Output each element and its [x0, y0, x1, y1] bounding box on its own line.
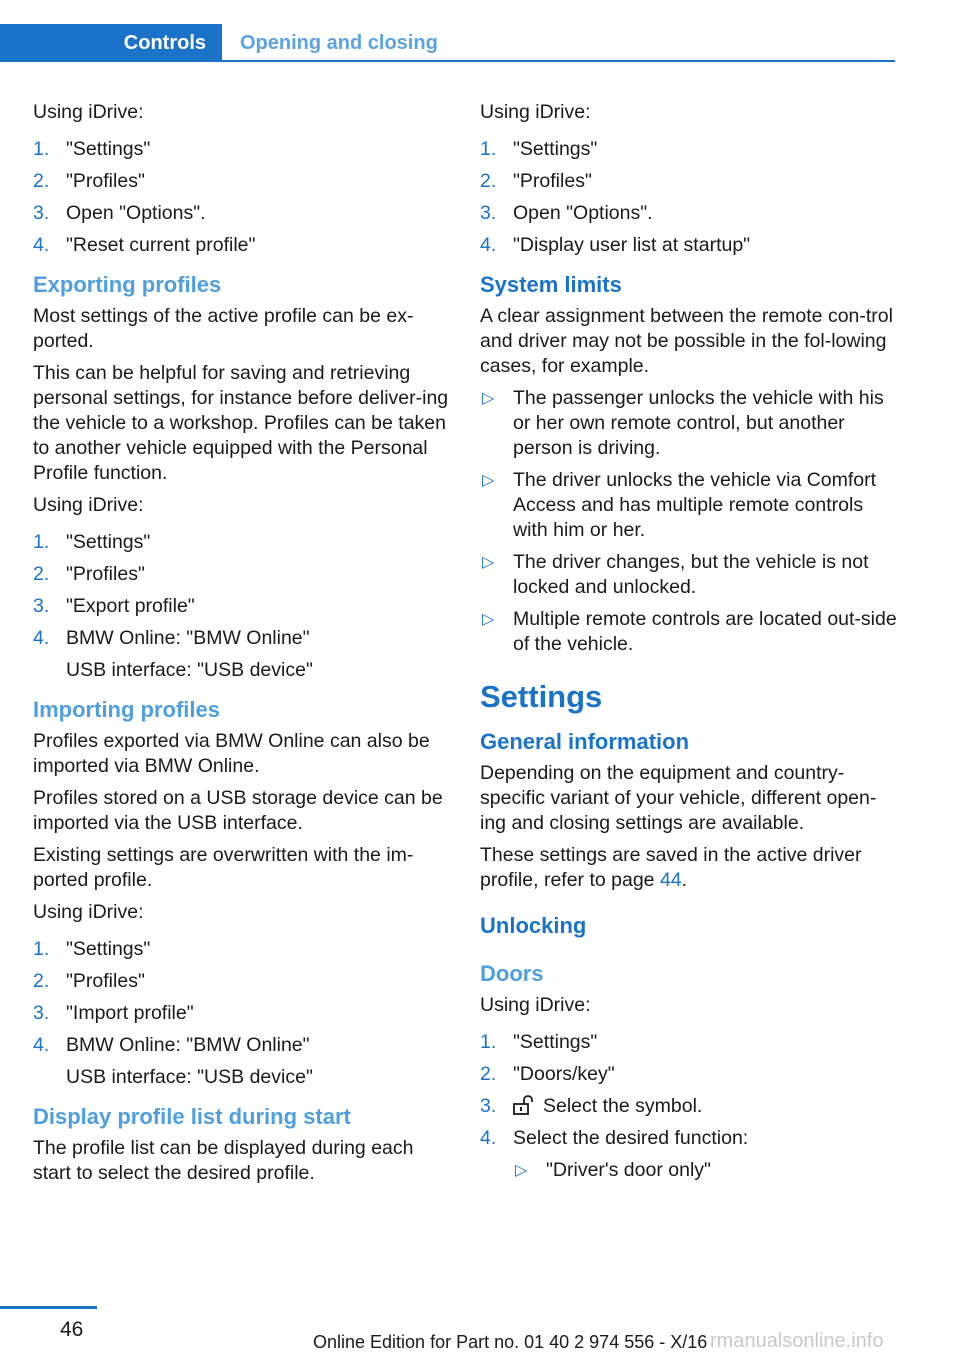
footer-divider [0, 1306, 97, 1309]
steps-display-user-list [480, 137, 900, 258]
heading-display-profile-list: Display profile list during start [33, 1104, 351, 1129]
list-item: 2. "Profiles" [33, 970, 145, 992]
heading-system-limits: System limits [480, 272, 622, 297]
steps-unlock-doors [480, 1030, 900, 1183]
list-item: 3. Open "Options". [480, 202, 653, 224]
steps-export-profile [33, 530, 453, 683]
list-item: 1. "Settings" [33, 938, 151, 960]
heading-exporting-profiles: Exporting profiles [33, 272, 222, 297]
heading-importing-profiles: Importing profiles [33, 697, 220, 722]
list-item: 1. "Settings" [480, 138, 598, 160]
triangle-bullet-icon: ▷ [482, 390, 495, 407]
triangle-bullet-icon: ▷ [482, 472, 495, 489]
list-subitem: USB interface: "USB device" [66, 1066, 313, 1088]
heading-unlocking: Unlocking [480, 913, 587, 938]
list-item: ▷ The driver unlocks the vehicle via Comfort Access and has multiple remote controls with him or her. [482, 469, 877, 541]
list-item: 3. Open "Options". [33, 202, 206, 224]
list-item: 2. "Profiles" [33, 563, 145, 585]
list-item: 4. BMW Online: "BMW Online" USB interface: "USB device" [33, 626, 453, 683]
steps-import-profile [33, 937, 453, 1090]
triangle-bullet-icon: ▷ [515, 1162, 528, 1179]
heading-settings: Settings [480, 679, 603, 714]
paragraph: Most settings of the active profile can be ex‐ported. [33, 305, 414, 352]
list-item: ▷ "Driver's door only" [515, 1159, 711, 1181]
unlock-icon [513, 1095, 537, 1115]
list-item: 4. "Display user list at startup" [480, 234, 751, 256]
watermark: rmanualsonline.info [710, 1330, 884, 1352]
list-item: 1. "Settings" [480, 1031, 598, 1053]
page-number: 46 [60, 1318, 84, 1341]
paragraph: Profiles exported via BMW Online can also be imported via BMW Online. [33, 730, 430, 777]
paragraph: This can be helpful for saving and retrieving personal settings, for instance before deliver‐ing the vehicle to a workshop. Profiles can be taken to another vehicle equipped with the Personal Profile function. [33, 362, 449, 484]
list-item: 4. "Reset current profile" [33, 234, 256, 256]
paragraph: The profile list can be displayed during each start to select the desired profile. [33, 1137, 414, 1184]
paragraph: Depending on the equipment and country-specific variant of your vehicle, different open‐ing and closing settings are available. [480, 762, 877, 834]
paragraph: Profiles stored on a USB storage device can be imported via the USB interface. [33, 787, 443, 834]
list-item: 1. "Settings" [33, 531, 151, 553]
page-header [0, 24, 895, 62]
list-item: 2. "Profiles" [33, 170, 145, 192]
edition-text: Online Edition for Part no. 01 40 2 974 556 - X/16 [313, 1332, 708, 1352]
list-item: 3. Select the symbol. [480, 1095, 703, 1117]
intro-text: Using iDrive: [33, 494, 144, 516]
header-divider [222, 60, 895, 62]
list-item: 4. BMW Online: "BMW Online" USB interface: "USB device" [33, 1033, 453, 1090]
intro-text: Using iDrive: [480, 994, 591, 1016]
list-item: ▷ The driver changes, but the vehicle is not locked and unlocked. [482, 551, 869, 598]
list-subitem: USB interface: "USB device" [66, 659, 313, 681]
page-link[interactable]: 44 [659, 869, 682, 891]
left-column [33, 100, 453, 1193]
paragraph: These settings are saved in the active driver profile, refer to page 44. [480, 844, 862, 891]
function-options [513, 1158, 900, 1183]
list-item: 1. "Settings" [33, 138, 151, 160]
intro-text: Using iDrive: [33, 101, 144, 123]
list-item: 3. "Import profile" [33, 1002, 194, 1024]
triangle-bullet-icon: ▷ [482, 554, 495, 571]
tab-controls[interactable]: Controls [0, 24, 222, 62]
tab-opening-and-closing[interactable]: Opening and closing [240, 31, 438, 54]
heading-general-information: General information [480, 729, 690, 754]
right-column [480, 100, 900, 1197]
intro-text: Using iDrive: [33, 901, 144, 923]
list-item: ▷ Multiple remote controls are located out‐side of the vehicle. [482, 608, 897, 655]
list-item: 2. "Doors/key" [480, 1063, 615, 1085]
steps-reset-profile [33, 137, 453, 258]
list-item: 2. "Profiles" [480, 170, 592, 192]
heading-doors: Doors [480, 961, 544, 986]
paragraph: Existing settings are overwritten with the im‐ported profile. [33, 844, 414, 891]
triangle-bullet-icon: ▷ [482, 611, 495, 628]
list-item: 3. "Export profile" [33, 595, 195, 617]
list-item: ▷ The passenger unlocks the vehicle with his or her own remote control, but another person is driving. [482, 387, 884, 459]
limits-list [480, 386, 900, 657]
list-item: 4. Select the desired function: ▷ "Driver's door only" [480, 1126, 900, 1183]
paragraph: A clear assignment between the remote con‐trol and driver may not be possible in the fol‐lowing cases, for example. [480, 305, 893, 377]
intro-text: Using iDrive: [480, 101, 591, 123]
